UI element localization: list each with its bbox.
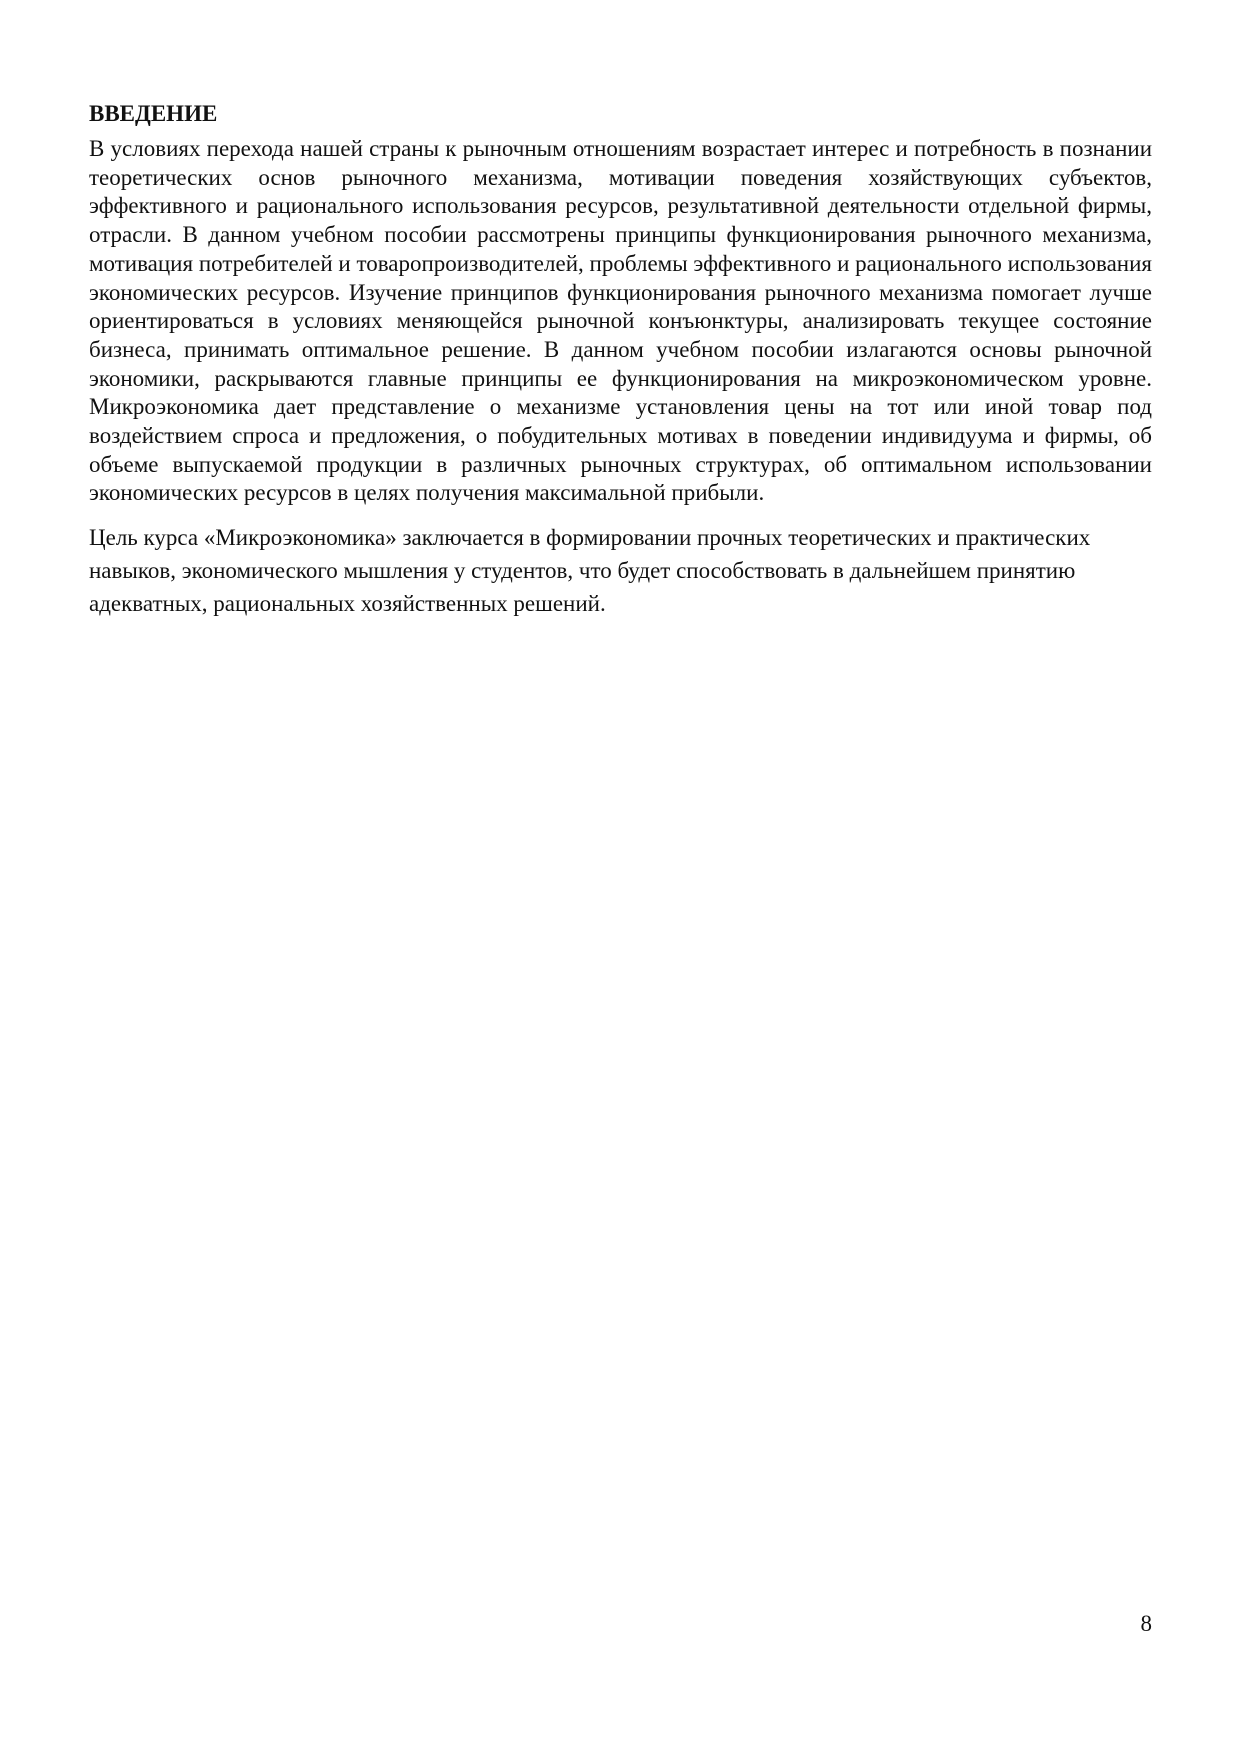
course-goal-paragraph: Цель курса «Микроэкономика» заключается в формировании прочных теоретических и практических навыков, экономического мышления у студентов, что будет способствовать в дальнейшем принятию адекватных, рациональных хозяйственных решений. — [89, 525, 1091, 617]
page-content — [89, 100, 1152, 620]
page-number: 8 — [1140, 1611, 1152, 1636]
intro-paragraph: В условиях перехода нашей страны к рыночным отношениям возрастает интерес и потребность в познании теоретических основ рыночного механизма, мотивации поведения хозяйствующих субъектов, эффективного и рационального использования ресурсов, результативной деятельности отдельной фирмы, отрасли. В данном учебном пособии рассмотрены принципы функционирования рыночного механизма, мотивация потребителей и товаропроизводителей, проблемы эффективного и рационального использования экономических ресурсов. Изучение принципов функционирования рыночного механизма помогает лучше ориентироваться в условиях меняющейся рыночной конъюнктуры, анализировать текущее состояние бизнеса, принимать оптимальное решение. В данном учебном пособии излагаются основы рыночной экономики, раскрываются главные принципы ее функционирования на микроэкономическом уровне. Микроэкономика дает представление о механизме установления цены на тот или иной товар под воздействием спроса и предложения, о побудительных мотивах в поведении индивидуума и фирмы, об объеме выпускаемой продукции в различных рыночных структурах, об оптимальном использовании экономических ресурсов в целях получения максимальной прибыли. — [89, 136, 1152, 506]
section-heading: ВВЕДЕНИЕ — [89, 101, 218, 126]
